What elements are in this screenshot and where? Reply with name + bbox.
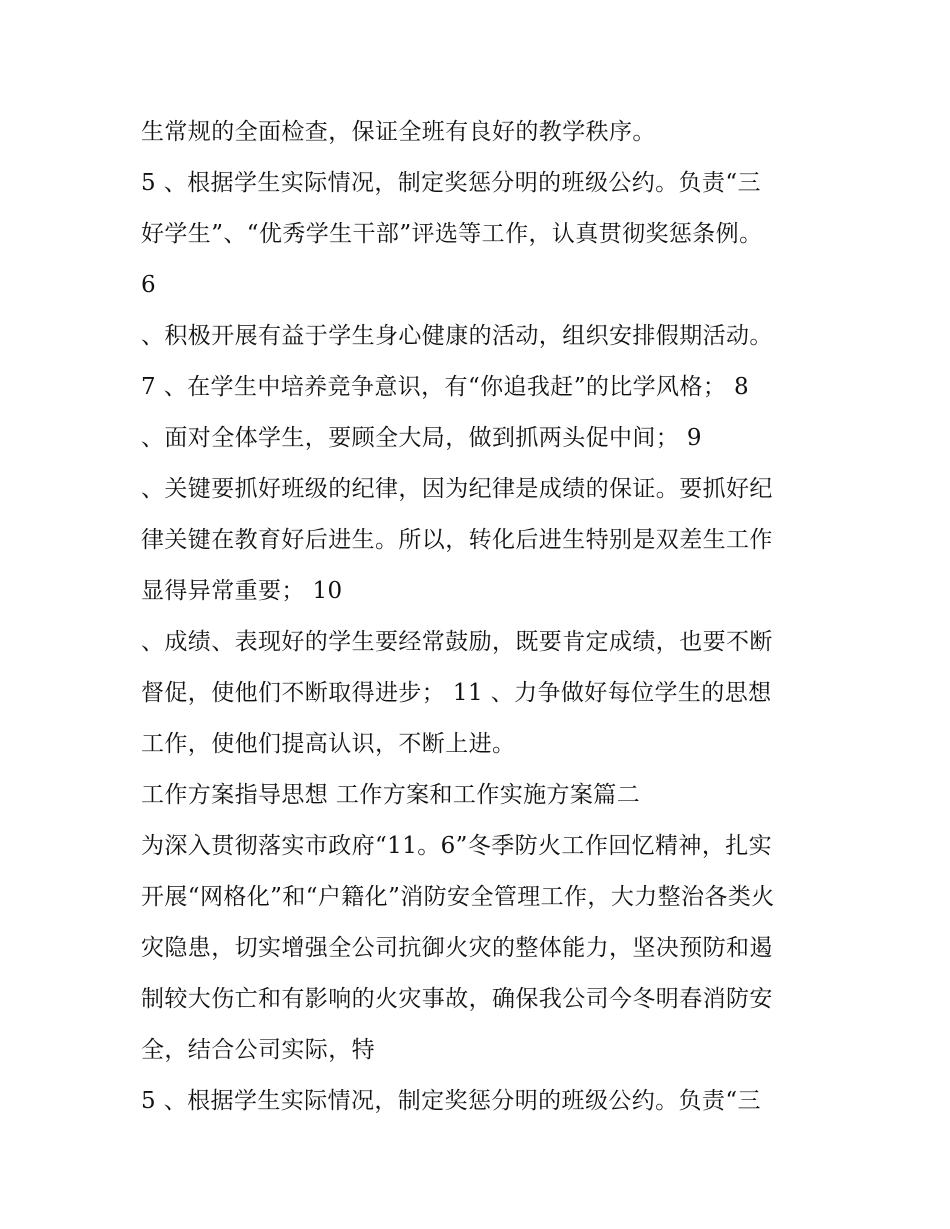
text-line: 开展“网格化”和“户籍化”消防安全管理工作，大力整治各类火	[141, 884, 775, 910]
text-line: 制较大伤亡和有影响的火灾事故，确保我公司今冬明春消防安	[141, 986, 773, 1012]
text-line: 灾隐患，切实增强全公司抗御火灾的整体能力，坚决预防和遏	[141, 935, 773, 961]
text-line: 律关键在教育好后进生。所以，转化后进生特别是双差生工作	[141, 527, 773, 553]
text-line: 督促，使他们不断取得进步； 11 、力争做好每位学生的思想	[141, 680, 772, 706]
text-line: 、积极开展有益于学生身心健康的活动，组织安排假期活动。	[141, 323, 773, 349]
text-line: 7 、在学生中培养竞争意识，有“你追我赶”的比学风格； 8	[141, 374, 750, 400]
body-text	[141, 107, 841, 1127]
text-line: 、关键要抓好班级的纪律，因为纪律是成绩的保证。要抓好纪	[141, 476, 773, 502]
text-line: 5 、根据学生实际情况，制定奖惩分明的班级公约。负责“三	[141, 1088, 761, 1114]
text-line: 显得异常重要； 10	[141, 578, 343, 604]
text-line: 、面对全体学生，要顾全大局，做到抓两头促中间； 9	[141, 425, 702, 451]
text-line: 生常规的全面检查，保证全班有良好的教学秩序。	[141, 119, 656, 145]
text-line: 、成绩、表现好的学生要经常鼓励，既要肯定成绩，也要不断	[141, 629, 773, 655]
text-line: 6	[141, 272, 157, 298]
text-line: 为深入贯彻落实市政府“11。6”冬季防火工作回忆精神，扎实	[141, 833, 773, 859]
text-line: 5 、根据学生实际情况，制定奖惩分明的班级公约。负责“三	[141, 170, 761, 196]
text-line: 工作，使他们提高认识，不断上进。	[141, 731, 516, 757]
text-line: 好学生”、“优秀学生干部”评选等工作，认真贯彻奖惩条例。	[141, 221, 763, 247]
section-heading: 工作方案指导思想 工作方案和工作实施方案篇二	[141, 782, 641, 808]
text-line: 全，结合公司实际，特	[141, 1037, 375, 1063]
